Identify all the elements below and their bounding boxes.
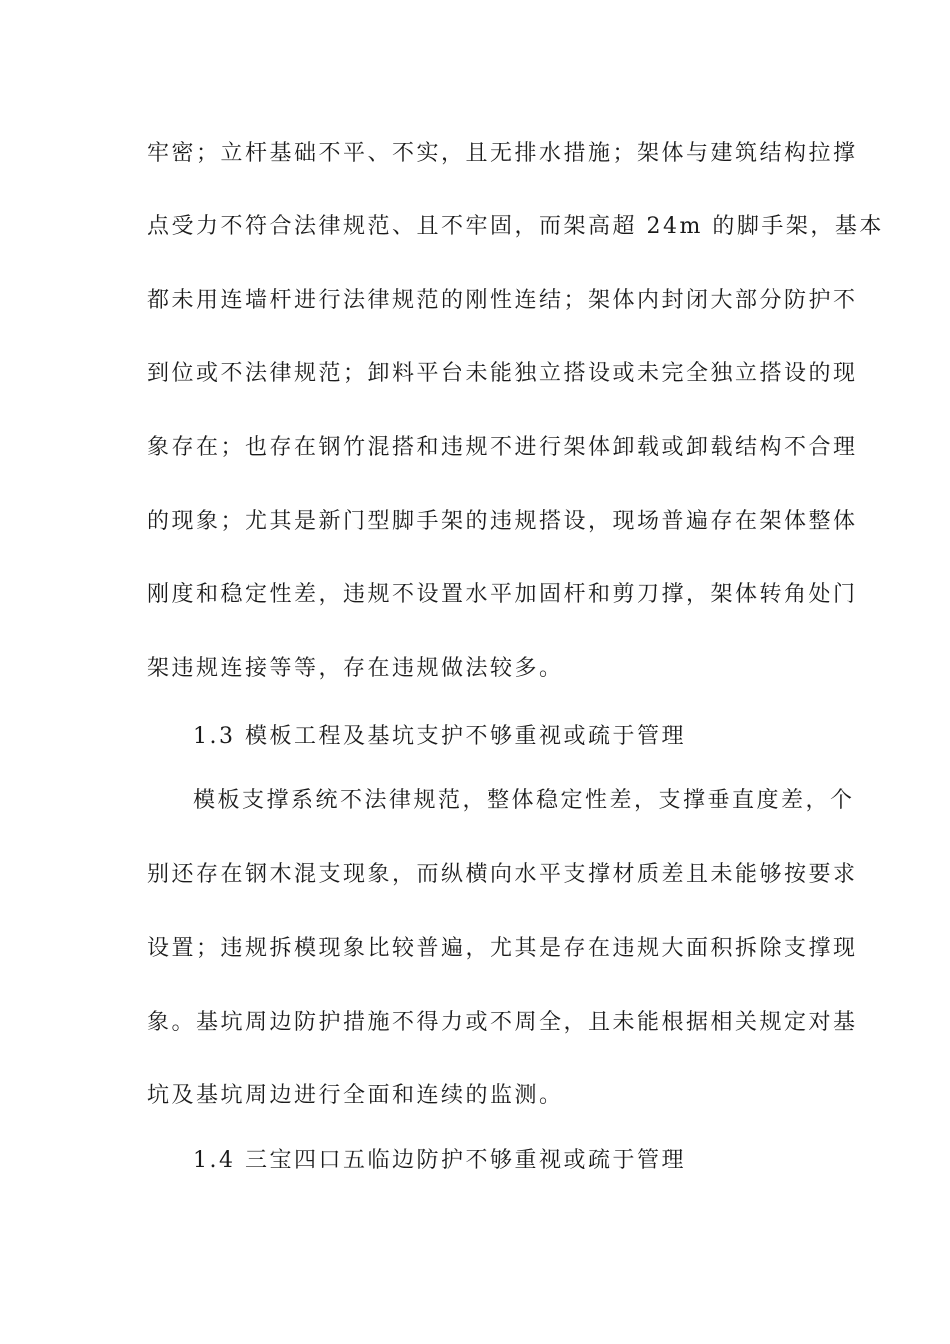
text-line: 牢密；立杆基础不平、不实，且无排水措施；架体与建筑结构拉撑 [147, 141, 858, 166]
text-line: 刚度和稳定性差，违规不设置水平加固杆和剪刀撑，架体转角处门 [147, 582, 858, 607]
text-line: 到位或不法律规范；卸料平台未能独立搭设或未完全独立搭设的现 [147, 361, 858, 386]
text-line: 架违规连接等等，存在违规做法较多。 [147, 656, 564, 681]
text-line: 点受力不符合法律规范、且不牢固，而架高超 24m 的脚手架，基本 [147, 214, 884, 239]
section-heading-1-3: 1.3 模板工程及基坑支护不够重视或疏于管理 [193, 724, 686, 749]
text-line: 坑及基坑周边进行全面和连续的监测。 [147, 1083, 564, 1108]
text-line: 设置；违规拆模现象比较普遍，尤其是存在违规大面积拆除支撑现 [147, 936, 858, 961]
text-line: 的现象；尤其是新门型脚手架的违规搭设，现场普遍存在架体整体 [147, 509, 858, 534]
text-line: 象。基坑周边防护措施不得力或不周全，且未能根据相关规定对基 [147, 1010, 858, 1035]
text-line: 模板支撑系统不法律规范，整体稳定性差，支撑垂直度差，个 [193, 788, 855, 813]
text-line: 都未用连墙杆进行法律规范的刚性连结；架体内封闭大部分防护不 [147, 288, 858, 313]
text-line: 象存在；也存在钢竹混搭和违规不进行架体卸载或卸载结构不合理 [147, 435, 858, 460]
section-heading-1-4: 1.4 三宝四口五临边防护不够重视或疏于管理 [193, 1148, 686, 1173]
text-line: 别还存在钢木混支现象，而纵横向水平支撑材质差且未能够按要求 [147, 862, 858, 887]
